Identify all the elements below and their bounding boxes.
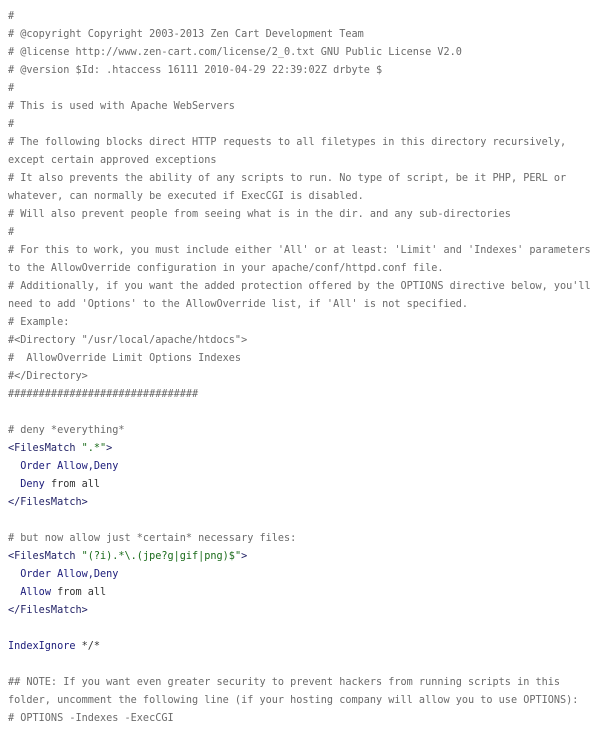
comment-text: # but now allow just *certain* necessary files: <box>8 533 297 544</box>
code-line <box>8 584 600 602</box>
code-text: from all <box>50 587 107 598</box>
code-line <box>8 80 600 98</box>
tag-text: <FilesMatch <box>8 551 82 562</box>
tag-text: <FilesMatch <box>8 443 82 454</box>
comment-text: # Will also prevent people from seeing what is in the dir. and any sub-directories <box>8 209 511 220</box>
code-line <box>8 278 600 296</box>
code-line <box>8 512 600 530</box>
code-line <box>8 224 600 242</box>
code-line <box>8 62 600 80</box>
code-line <box>8 26 600 44</box>
code-line <box>8 170 600 188</box>
comment-text: # AllowOverride Limit Options Indexes <box>8 353 242 364</box>
code-line <box>8 368 600 386</box>
code-text: Order <box>20 461 51 472</box>
code-line <box>8 422 600 440</box>
comment-text: # deny *everything* <box>8 425 125 436</box>
string-text: ".*" <box>81 443 107 454</box>
comment-text: # <box>8 11 15 22</box>
code-line <box>8 152 600 170</box>
comment-text: # @license http://www.zen-cart.com/license/2_0.txt GNU Public License V2.0 <box>8 47 462 58</box>
code-line <box>8 458 600 476</box>
comment-text: # For this to work, you must include either 'All' or at least: 'Limit' and 'Indexes' parameters <box>8 245 591 256</box>
code-line <box>8 8 600 26</box>
comment-text: # <box>8 119 15 130</box>
code-line <box>8 206 600 224</box>
tag-text: > <box>106 443 113 454</box>
code-line <box>8 440 600 458</box>
code-line <box>8 602 600 620</box>
comment-text: whatever, can normally be executed if ExecCGI is disabled. <box>8 191 364 202</box>
code-line <box>8 386 600 404</box>
tag-text: </FilesMatch> <box>8 497 88 508</box>
comment-text: #</Directory> <box>8 371 88 382</box>
code-text: */* <box>75 641 101 652</box>
code-line <box>8 332 600 350</box>
code-line <box>8 638 600 656</box>
code-text <box>8 569 20 580</box>
code-line <box>8 350 600 368</box>
comment-text: # <box>8 83 15 94</box>
code-line <box>8 188 600 206</box>
comment-text: ############################### <box>8 389 199 400</box>
comment-text: need to add 'Options' to the AllowOverride list, if 'All' is not specified. <box>8 299 469 310</box>
code-line <box>8 476 600 494</box>
comment-text: # This is used with Apache WebServers <box>8 101 235 112</box>
code-line <box>8 44 600 62</box>
code-line <box>8 314 600 332</box>
tag-text: </FilesMatch> <box>8 605 88 616</box>
code-text: Allow <box>20 587 51 598</box>
code-line <box>8 692 600 710</box>
code-line <box>8 566 600 584</box>
comment-text: # Example: <box>8 317 70 328</box>
comment-text: # @copyright Copyright 2003-2013 Zen Cart Development Team <box>8 29 364 40</box>
code-line <box>8 620 600 638</box>
code-text: Allow,Deny <box>50 461 119 472</box>
code-text <box>8 479 20 490</box>
comment-text: # @version $Id: .htaccess 16111 2010-04-29 22:39:02Z drbyte $ <box>8 65 383 76</box>
code-text <box>8 461 20 472</box>
code-line <box>8 548 600 566</box>
code-line <box>8 98 600 116</box>
comment-text: ## NOTE: If you want even greater security to prevent hackers from running scripts in this <box>8 677 561 688</box>
code-text: Order <box>20 569 51 580</box>
comment-text: # OPTIONS -Indexes -ExecCGI <box>8 713 174 724</box>
code-text: IndexIgnore <box>8 641 76 652</box>
code-text: from all <box>44 479 101 490</box>
comment-text: # The following blocks direct HTTP requests to all filetypes in this directory recursively, <box>8 137 567 148</box>
code-text <box>8 587 20 598</box>
code-line <box>8 116 600 134</box>
code-text: Allow,Deny <box>50 569 119 580</box>
code-line <box>8 710 600 728</box>
code-line <box>8 674 600 692</box>
code-line <box>8 134 600 152</box>
tag-text: > <box>241 551 248 562</box>
comment-text: # <box>8 227 15 238</box>
code-line <box>8 494 600 512</box>
comment-text: # It also prevents the ability of any scripts to run. No type of script, be it PHP, PERL or <box>8 173 567 184</box>
code-line <box>8 404 600 422</box>
code-line <box>8 296 600 314</box>
comment-text: # Additionally, if you want the added protection offered by the OPTIONS directive below, you'll <box>8 281 591 292</box>
code-line <box>8 260 600 278</box>
code-line <box>8 530 600 548</box>
comment-text: #<Directory "/usr/local/apache/htdocs"> <box>8 335 248 346</box>
comment-text: to the AllowOverride configuration in your apache/conf/httpd.conf file. <box>8 263 444 274</box>
code-text: Deny <box>20 479 45 490</box>
comment-text: except certain approved exceptions <box>8 155 217 166</box>
comment-text: folder, uncomment the following line (if your hosting company will allow you to use OPTIONS): <box>8 695 579 706</box>
code-line <box>8 656 600 674</box>
code-line <box>8 242 600 260</box>
string-text: "(?i).*\.(jpe?g|gif|png)$" <box>81 551 242 562</box>
